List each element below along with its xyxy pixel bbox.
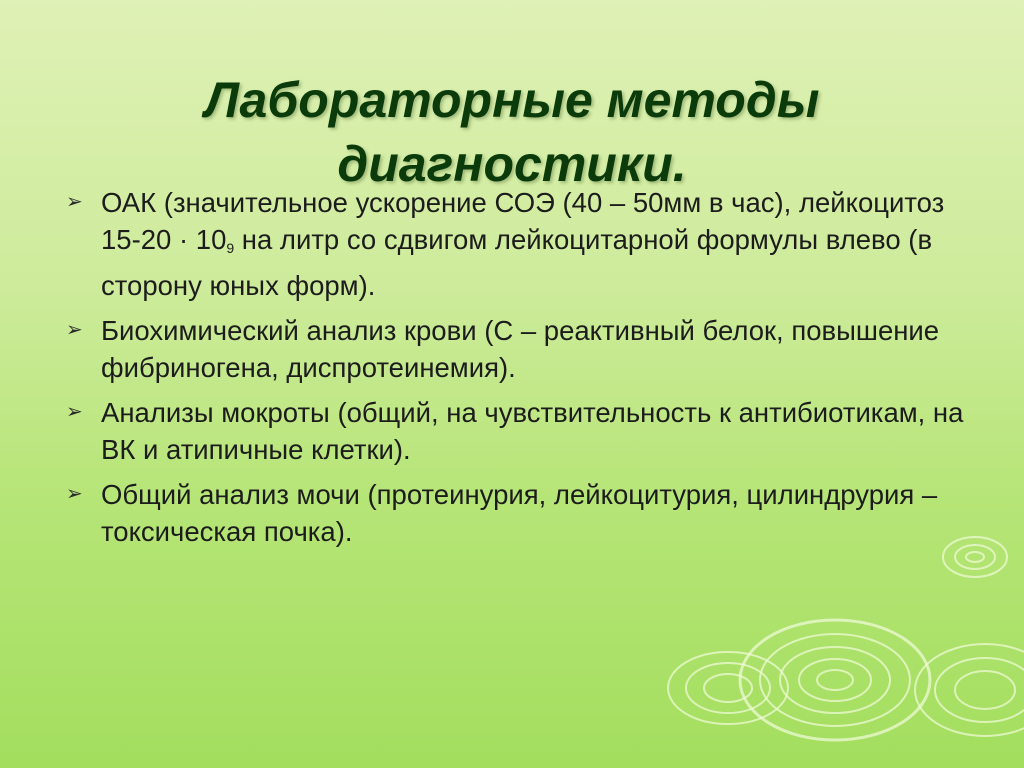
slide-title-line-2: диагностики.: [337, 135, 687, 192]
arrow-bullet-icon: ➢: [66, 401, 83, 423]
bullet-item-sputum: [66, 394, 966, 468]
bullet-item-biochemistry: [66, 312, 966, 386]
bullet-text: ОАК (значительное ускорение СОЭ (40 – 50мм в час), лейкоцитоз 15-20 · 10: [101, 187, 945, 255]
bullet-text-continued: на литр со сдвигом лейкоцитарной формулы влево (в сторону юных форм).: [101, 224, 933, 301]
bullet-item-cbc: [66, 184, 966, 304]
bullet-list: [66, 184, 966, 558]
bullet-text: Общий анализ мочи (протеинурия, лейкоцитурия, цилиндрурия – токсическая почка).: [101, 479, 938, 547]
slide-title: [0, 68, 1024, 196]
bullet-item-urine: [66, 476, 966, 550]
bullet-text: Биохимический анализ крови (С – реактивный белок, повышение фибриногена, диспротеинемия).: [101, 315, 940, 383]
bullet-subscript: 9: [226, 240, 235, 256]
slide-title-line-1: Лабораторные методы: [204, 71, 820, 128]
bullet-text: Анализы мокроты (общий, на чувствительность к антибиотикам, на ВК и атипичные клетки).: [101, 397, 964, 465]
arrow-bullet-icon: ➢: [66, 191, 83, 213]
arrow-bullet-icon: ➢: [66, 483, 83, 505]
arrow-bullet-icon: ➢: [66, 319, 83, 341]
